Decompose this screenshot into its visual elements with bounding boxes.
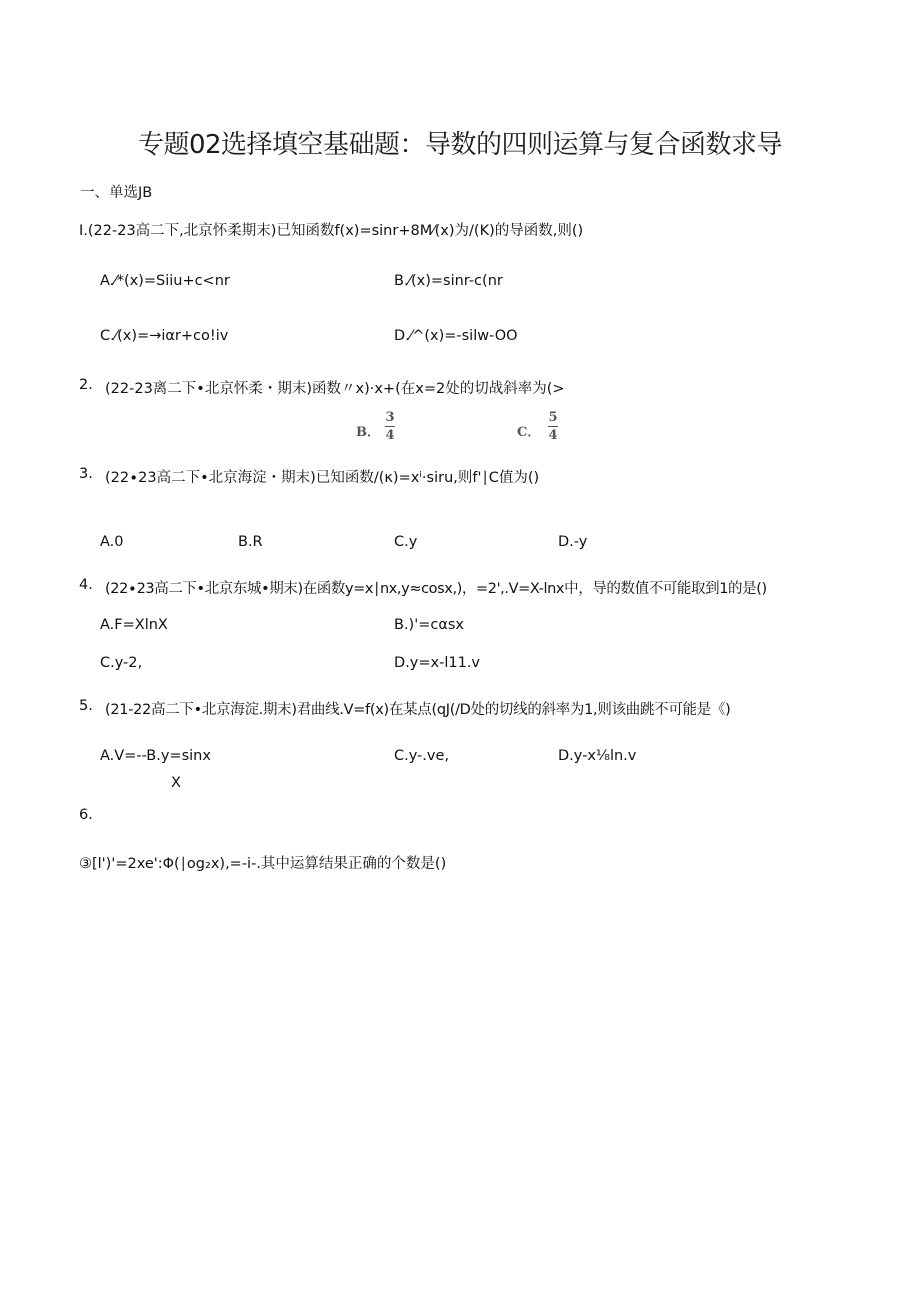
question-4-stem: (22∙23高二下•北京东城•期末)在函数y=x∣nx,y≈cosx,)，=2',.V=X-lnx中，导的数值不可能取到1的是(): [105, 581, 767, 597]
question-3-option-b: B.R: [238, 534, 263, 550]
fraction-bar: [548, 426, 558, 427]
fraction-numerator: 3: [385, 410, 395, 425]
question-1-option-b: B.⁄(x)=sinr-c(nr: [394, 273, 503, 289]
question-5-stem: (21-22高二下•北京海淀.期末)君曲线.V=f(x)在某点(qJ(/D处的切线的斜率为1,则该曲跳不可能是《): [105, 702, 731, 718]
question-6-stem: ③[l')'=2xe':Φ(∣og₂x)‚=-i-.其中运算结果正确的个数是(): [79, 856, 447, 872]
question-1-option-c: C.⁄(x)=→iαr+co!iv: [100, 328, 229, 344]
question-3-option-c: C.y: [394, 534, 418, 550]
question-3-number: 3.: [79, 466, 93, 482]
question-5-option-subline: X: [171, 775, 181, 791]
question-5-option-d: D.y-x⅛ln.v: [558, 748, 637, 764]
question-6-number: 6.: [79, 807, 93, 823]
question-5-option-ab: A.V=--B.y=sinx: [100, 748, 211, 764]
fraction-denominator: 4: [385, 428, 395, 443]
fraction: [548, 410, 558, 443]
question-1-option-d: D.⁄^(x)=-silw-OO: [394, 328, 518, 344]
fraction: [385, 410, 395, 443]
question-3-option-d: D.-y: [558, 534, 588, 550]
question-4-option-b: B.)'=cαsx: [394, 617, 465, 633]
option-label: B．: [356, 425, 380, 440]
question-1-stem: I.(22-23高二下,北京怀柔期末)已知函数f(x)=sinr+8M⁄(x)为/(K)的导函数,则(): [79, 223, 584, 239]
fraction-bar: [385, 426, 395, 427]
page-title: 专题02选择填空基础题：导数的四则运算与复合函数求导: [137, 130, 783, 160]
fraction-denominator: 4: [548, 428, 558, 443]
question-2-number: 2.: [79, 377, 93, 393]
option-label: C．: [517, 425, 541, 440]
question-5-option-c: C.y-.ve‚: [394, 748, 450, 764]
question-5-number: 5.: [79, 698, 93, 714]
section-heading: 一、单选JB: [80, 185, 153, 201]
fraction-numerator: 5: [548, 410, 558, 425]
question-4-number: 4.: [79, 577, 93, 593]
question-2-stem: (22-23离二下•北京怀柔・期末)函数〃x)·x+(在x=2处的切战斜率为(>: [105, 381, 565, 397]
question-1-option-a: A.⁄*(x)=Siiu+c<nr: [100, 273, 230, 289]
question-3-option-a: A.0: [100, 534, 124, 550]
question-4-option-a: A.F=XlnX: [100, 617, 168, 633]
question-3-stem: (22∙23高二下•北京海淀・期末)已知函数/(κ)=xⁱ·siru,则f'∣C值为(): [105, 470, 540, 486]
question-4-option-d: D.y=x-l11.v: [394, 655, 480, 671]
question-4-option-c: C.y-2‚: [100, 655, 143, 671]
